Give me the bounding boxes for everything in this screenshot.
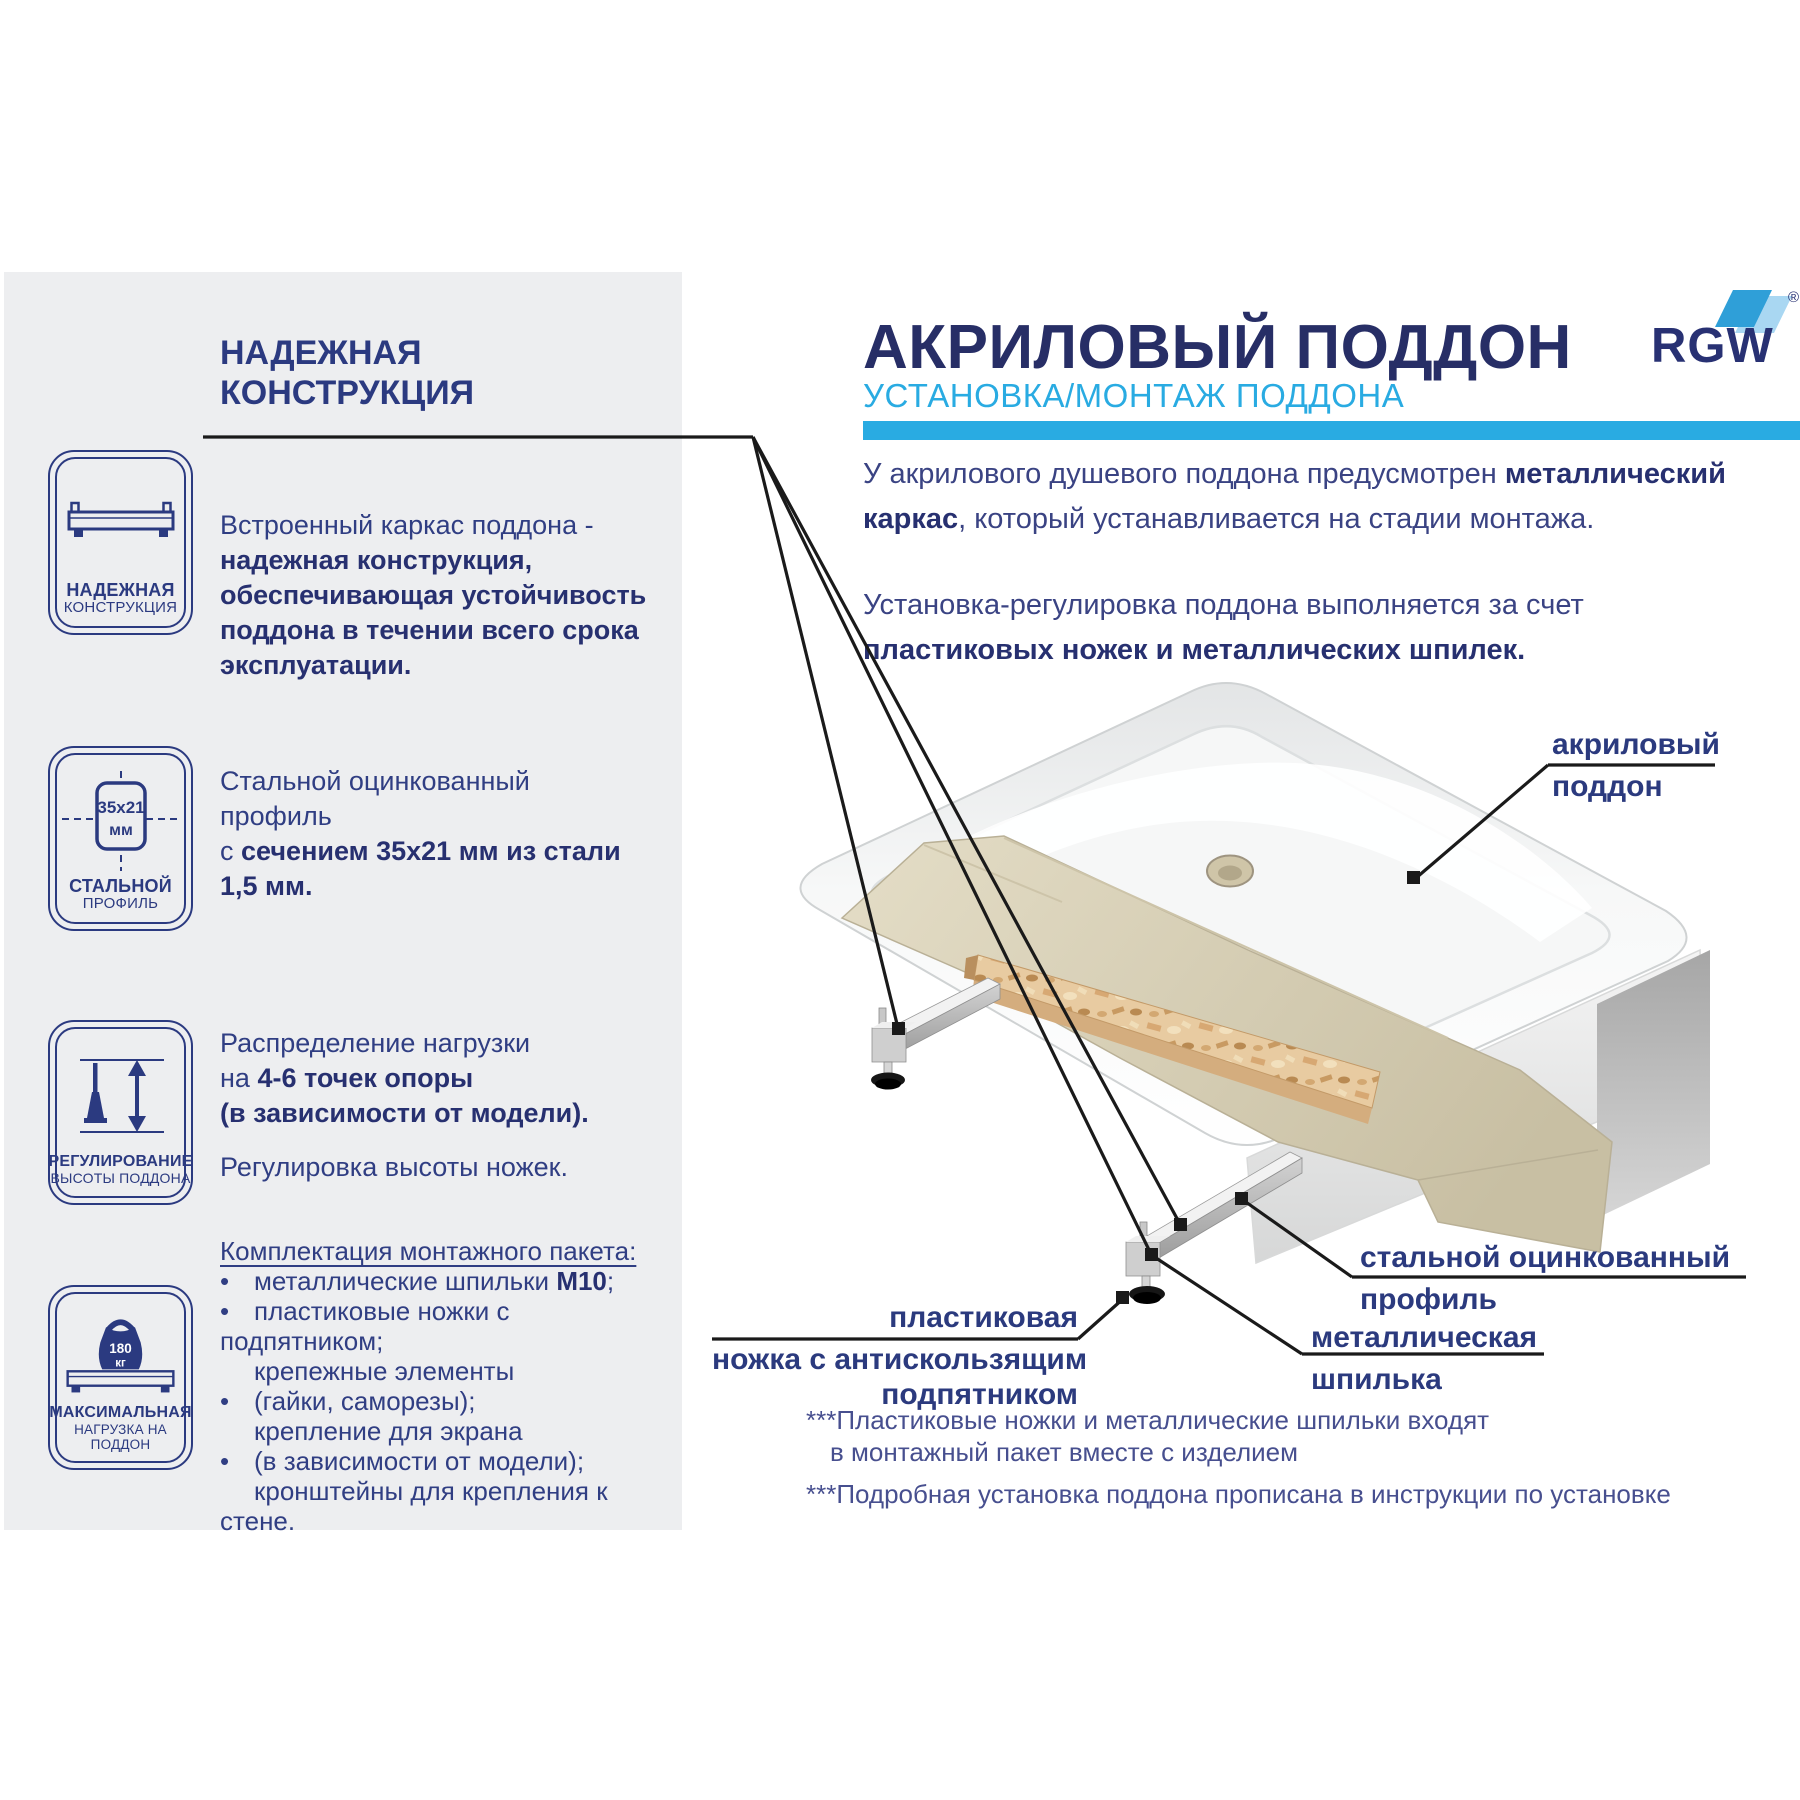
label-metal-stud: металлическая шпилька [1311, 1321, 1538, 1396]
intro-paragraph-2: Установка-регулировка поддона выполняется за счет пластиковых ножек и металлических шпилек. [863, 589, 1584, 666]
footnote-2: ***Подробная установка поддона прописана в инструкции по установке [806, 1479, 1671, 1509]
profile-unit-text: мм [108, 821, 133, 839]
intro-paragraph-1: У акрилового душевого поддона предусмотрен металлический каркас, который устанавливается на стадии монтажа. [863, 458, 1726, 535]
feature-text-frame: Встроенный каркас поддона - надежная конструкция, обеспечивающая устойчивость поддона в течении всего срока эксплуатации. [220, 510, 647, 680]
icon-caption-regular: ВЫСОТЫ ПОДДОНА [50, 1170, 191, 1187]
label-acrylic-tray: акриловый поддон [1552, 728, 1720, 803]
feature-text-adjust: Распределение нагрузки на 4-6 точек опоры (в зависимости от модели). [220, 1028, 589, 1128]
profile-size-text: 35х21 [96, 797, 145, 817]
label-steel-profile: стальной оцинкованный профиль [1360, 1241, 1731, 1316]
logo-text: RGW [1651, 319, 1774, 373]
load-unit-text: кг [115, 1357, 126, 1370]
registered-mark: ® [1788, 289, 1800, 306]
sidebar-heading: НАДЕЖНАЯ КОНСТРУКЦИЯ [220, 334, 475, 412]
icon-caption-bold: МАКСИМАЛЬНАЯ [49, 1403, 192, 1421]
feature-text-adjust2: Регулировка высоты ножек. [220, 1152, 568, 1182]
feature-text-profile: Стальной оцинкованный профиль с сечением 35х21 мм из стали 1,5 мм. [220, 766, 621, 901]
icon-caption-regular: КОНСТРУКЦИЯ [63, 599, 178, 617]
icon-caption-regular: НАГРУЗКА НА ПОДДОН [74, 1421, 167, 1452]
label-plastic-leg: пластиковая ножка с антискользящим подпятником [712, 1301, 1088, 1411]
icon-caption-regular: ПРОФИЛЬ [82, 895, 159, 913]
page-title: АКРИЛОВЫЙ ПОДДОН [863, 313, 1572, 382]
footnote-1: ***Пластиковые ножки и металлические шпильки входят в монтажный пакет вместе с изделием [806, 1405, 1490, 1467]
icon-caption-bold: НАДЕЖНАЯ [66, 580, 175, 601]
icon-caption-bold: РЕГУЛИРОВАНИЕ [48, 1153, 193, 1171]
icon-caption-bold: СТАЛЬНОЙ [69, 876, 172, 897]
feature-text-kit: Комплектация монтажного пакета: • металлические шпильки М10; • пластиковые ножки с подпятником; крепежные элементы • (гайки, саморезы); крепление для экрана • (в зависимости от модели); кронштейны для крепления к стене. [220, 1236, 637, 1536]
load-value-text: 180 [109, 1340, 132, 1356]
page-subtitle: УСТАНОВКА/МОНТАЖ ПОДДОНА [863, 377, 1405, 414]
